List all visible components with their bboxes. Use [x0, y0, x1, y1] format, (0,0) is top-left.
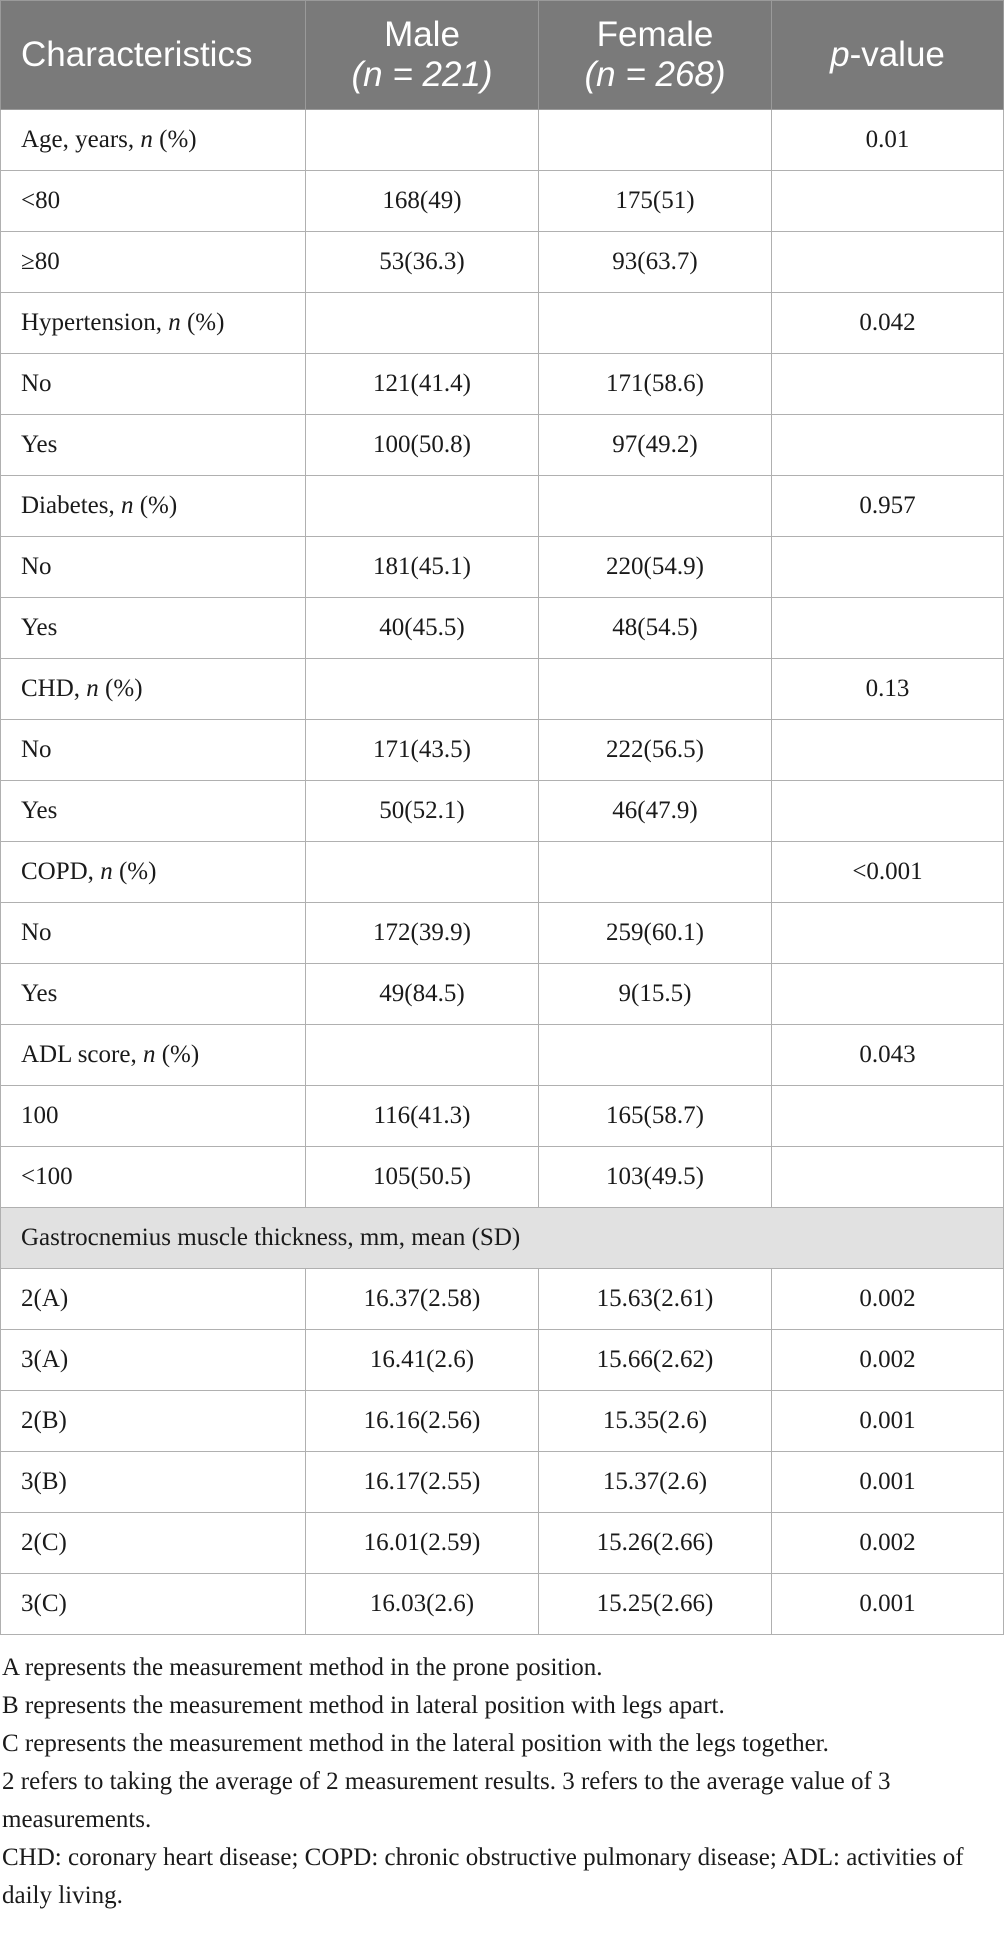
- row-label: 2(A): [1, 1269, 306, 1330]
- footnote: A represents the measurement method in the prone position.: [2, 1654, 603, 1681]
- p-value: 0.042: [772, 293, 1004, 354]
- row-label: 3(A): [1, 1330, 306, 1391]
- female-value: 15.66(2.62): [539, 1330, 772, 1391]
- female-value: [539, 293, 772, 354]
- table-row: [1, 1513, 1004, 1574]
- header-male-n: (n = 221): [351, 55, 493, 94]
- header-female-label: Female: [596, 15, 714, 54]
- p-value: [772, 171, 1004, 232]
- male-value: 171(43.5): [306, 720, 539, 781]
- group-header-row: [1, 110, 1004, 171]
- header-female-n: (n = 268): [584, 55, 726, 94]
- female-value: 9(15.5): [539, 964, 772, 1025]
- male-value: 49(84.5): [306, 964, 539, 1025]
- p-value: [772, 1147, 1004, 1208]
- footnote: B represents the measurement method in lateral position with legs apart.: [2, 1692, 725, 1719]
- row-label: [1, 476, 306, 537]
- female-value: [539, 476, 772, 537]
- row-label: 3(B): [1, 1452, 306, 1513]
- male-value: [306, 110, 539, 171]
- row-label: Yes: [1, 598, 306, 659]
- p-value: 0.002: [772, 1330, 1004, 1391]
- table-row: [1, 720, 1004, 781]
- male-value: 168(49): [306, 171, 539, 232]
- footnote: C represents the measurement method in the lateral position with the legs together.: [2, 1730, 829, 1757]
- male-value: [306, 1025, 539, 1086]
- row-label: [1, 110, 306, 171]
- header-female: [539, 1, 772, 110]
- row-label-tail: (%): [118, 858, 157, 885]
- row-label-main: Age, years,: [21, 126, 135, 153]
- female-value: [539, 659, 772, 720]
- table-row: [1, 1269, 1004, 1330]
- group-header-row: [1, 1025, 1004, 1086]
- row-label: 2(B): [1, 1391, 306, 1452]
- row-label: <80: [1, 171, 306, 232]
- row-label-main: Hypertension,: [21, 309, 162, 336]
- row-label-n: n: [120, 492, 134, 519]
- row-label-tail: (%): [105, 675, 143, 702]
- row-label-main: ADL score,: [21, 1041, 137, 1068]
- p-value: 0.001: [772, 1452, 1004, 1513]
- row-label: 2(C): [1, 1513, 306, 1574]
- group-header-row: [1, 842, 1004, 903]
- female-value: [539, 1025, 772, 1086]
- p-value: [772, 903, 1004, 964]
- row-label: <100: [1, 1147, 306, 1208]
- female-value: 15.26(2.66): [539, 1513, 772, 1574]
- row-label-n: n: [142, 1041, 156, 1068]
- male-value: [306, 476, 539, 537]
- header-characteristics: [1, 1, 306, 110]
- row-label: [1, 1025, 306, 1086]
- female-value: 220(54.9): [539, 537, 772, 598]
- female-value: [539, 842, 772, 903]
- row-label: Yes: [1, 781, 306, 842]
- header-p-value: [772, 1, 1004, 110]
- table-row: [1, 964, 1004, 1025]
- female-value: 171(58.6): [539, 354, 772, 415]
- row-label: Yes: [1, 415, 306, 476]
- row-label: No: [1, 354, 306, 415]
- header-characteristics-label: Characteristics: [21, 35, 253, 74]
- group-header-row: [1, 293, 1004, 354]
- table-row: [1, 232, 1004, 293]
- row-label-main: CHD,: [21, 675, 81, 702]
- table-row: [1, 1086, 1004, 1147]
- male-value: 53(36.3): [306, 232, 539, 293]
- p-value: [772, 781, 1004, 842]
- male-value: 16.16(2.56): [306, 1391, 539, 1452]
- male-value: 16.17(2.55): [306, 1452, 539, 1513]
- male-value: 50(52.1): [306, 781, 539, 842]
- row-label-tail: (%): [186, 309, 225, 336]
- row-label: No: [1, 720, 306, 781]
- female-value: 15.35(2.6): [539, 1391, 772, 1452]
- table-footnotes: [0, 1635, 1002, 1915]
- female-value: 93(63.7): [539, 232, 772, 293]
- table-body: [1, 110, 1004, 1635]
- section-header-label: Gastrocnemius muscle thickness, mm, mean (SD): [1, 1208, 1004, 1269]
- p-value: 0.001: [772, 1574, 1004, 1635]
- table-row: [1, 354, 1004, 415]
- male-value: [306, 842, 539, 903]
- male-value: 116(41.3): [306, 1086, 539, 1147]
- male-value: [306, 659, 539, 720]
- table-row: [1, 598, 1004, 659]
- row-label-main: Diabetes,: [21, 492, 115, 519]
- male-value: 100(50.8): [306, 415, 539, 476]
- row-label-n: n: [100, 858, 113, 885]
- female-value: 165(58.7): [539, 1086, 772, 1147]
- row-label-tail: (%): [159, 126, 197, 153]
- female-value: 15.25(2.66): [539, 1574, 772, 1635]
- footnote: 2 refers to taking the average of 2 measurement results. 3 refers to the average value of 3 measurements.: [2, 1768, 891, 1833]
- p-value: [772, 415, 1004, 476]
- male-value: 16.41(2.6): [306, 1330, 539, 1391]
- p-value: 0.01: [772, 110, 1004, 171]
- male-value: 105(50.5): [306, 1147, 539, 1208]
- header-p-rest: -value: [849, 35, 945, 74]
- female-value: 103(49.5): [539, 1147, 772, 1208]
- row-label: [1, 293, 306, 354]
- row-label: [1, 842, 306, 903]
- row-label-tail: (%): [139, 492, 178, 519]
- footnote: CHD: coronary heart disease; COPD: chronic obstructive pulmonary disease; ADL: activities of daily living.: [2, 1844, 964, 1909]
- table-row: [1, 1147, 1004, 1208]
- female-value: [539, 110, 772, 171]
- male-value: [306, 293, 539, 354]
- p-value: 0.043: [772, 1025, 1004, 1086]
- header-male: [306, 1, 539, 110]
- row-label: [1, 659, 306, 720]
- table-row: [1, 903, 1004, 964]
- table-row: [1, 171, 1004, 232]
- row-label: 3(C): [1, 1574, 306, 1635]
- row-label: No: [1, 903, 306, 964]
- header-p-italic: p: [830, 35, 850, 74]
- female-value: 97(49.2): [539, 415, 772, 476]
- p-value: 0.957: [772, 476, 1004, 537]
- female-value: 46(47.9): [539, 781, 772, 842]
- row-label-n: n: [86, 675, 99, 702]
- p-value: 0.001: [772, 1391, 1004, 1452]
- male-value: 16.03(2.6): [306, 1574, 539, 1635]
- p-value: 0.002: [772, 1513, 1004, 1574]
- table-row: [1, 1330, 1004, 1391]
- group-header-row: [1, 476, 1004, 537]
- header-row: [1, 1, 1004, 110]
- table-header: [1, 1, 1004, 110]
- p-value: [772, 598, 1004, 659]
- p-value: [772, 964, 1004, 1025]
- row-label-n: n: [168, 309, 181, 336]
- group-header-row: [1, 659, 1004, 720]
- p-value: 0.13: [772, 659, 1004, 720]
- row-label-main: COPD,: [21, 858, 94, 885]
- p-value: [772, 537, 1004, 598]
- p-value: [772, 232, 1004, 293]
- row-label: No: [1, 537, 306, 598]
- female-value: 175(51): [539, 171, 772, 232]
- table-row: [1, 1391, 1004, 1452]
- female-value: 259(60.1): [539, 903, 772, 964]
- table-row: [1, 415, 1004, 476]
- male-value: 181(45.1): [306, 537, 539, 598]
- table-row: [1, 1574, 1004, 1635]
- male-value: 172(39.9): [306, 903, 539, 964]
- male-value: 16.01(2.59): [306, 1513, 539, 1574]
- female-value: 15.63(2.61): [539, 1269, 772, 1330]
- male-value: 16.37(2.58): [306, 1269, 539, 1330]
- p-value: [772, 1086, 1004, 1147]
- header-male-label: Male: [384, 15, 460, 54]
- row-label-tail: (%): [161, 1041, 200, 1068]
- table-row: [1, 1452, 1004, 1513]
- row-label: 100: [1, 1086, 306, 1147]
- female-value: 15.37(2.6): [539, 1452, 772, 1513]
- table-row: [1, 537, 1004, 598]
- male-value: 121(41.4): [306, 354, 539, 415]
- female-value: 222(56.5): [539, 720, 772, 781]
- section-header-row: [1, 1208, 1004, 1269]
- male-value: 40(45.5): [306, 598, 539, 659]
- female-value: 48(54.5): [539, 598, 772, 659]
- p-value: [772, 354, 1004, 415]
- row-label: ≥80: [1, 232, 306, 293]
- p-value: <0.001: [772, 842, 1004, 903]
- row-label-n: n: [140, 126, 153, 153]
- table-row: [1, 781, 1004, 842]
- p-value: 0.002: [772, 1269, 1004, 1330]
- row-label: Yes: [1, 964, 306, 1025]
- p-value: [772, 720, 1004, 781]
